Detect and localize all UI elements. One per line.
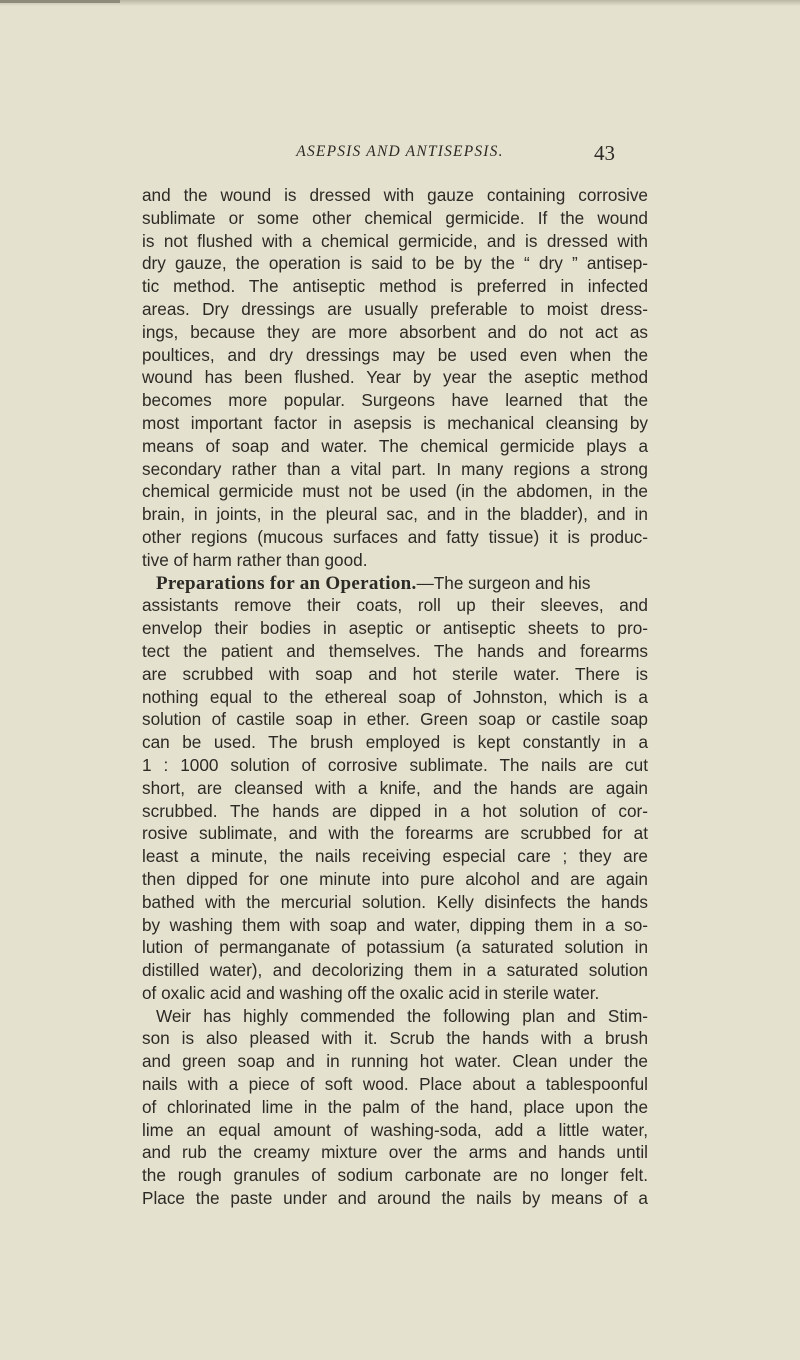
- body-line: is not flushed with a chemical germicide, and is dressed with: [142, 230, 648, 251]
- body-line: solution of castile soap in ether. Green soap or castile soap: [142, 709, 648, 730]
- body-line: by washing them with soap and water, dipping them in a so-: [142, 914, 648, 935]
- body-line: scrubbed. The hands are dipped in a hot solution of cor-: [142, 800, 648, 821]
- body-line: the rough granules of sodium carbonate are no longer felt.: [142, 1165, 648, 1186]
- body-line: poultices, and dry dressings may be used even when the: [142, 344, 648, 365]
- body-line: nails with a piece of soft wood. Place about a tablespoonful: [142, 1074, 648, 1095]
- body-line: brain, in joints, in the pleural sac, and in the bladder), and in: [142, 504, 648, 525]
- body-line: tive of harm rather than good.: [142, 549, 368, 570]
- body-line: short, are cleansed with a knife, and the hands are again: [142, 777, 648, 798]
- body-line: rosive sublimate, and with the forearms are scrubbed for at: [142, 823, 648, 844]
- body-line: envelop their bodies in aseptic or antiseptic sheets to pro-: [142, 618, 648, 639]
- body-line: distilled water), and decolorizing them in a saturated solution: [142, 960, 648, 981]
- body-line: ings, because they are more absorbent and do not act as: [142, 321, 648, 342]
- body-line: of oxalic acid and washing off the oxalic acid in sterile water.: [142, 982, 600, 1003]
- body-line: secondary rather than a vital part. In many regions a strong: [142, 458, 648, 479]
- body-line: dry gauze, the operation is said to be by the “ dry ” antisep-: [142, 253, 648, 274]
- body-line: and the wound is dressed with gauze containing corrosive: [142, 185, 648, 205]
- body-line: lime an equal amount of washing-soda, add a little water,: [142, 1119, 648, 1140]
- body-line: most important factor in asepsis is mechanical cleansing by: [142, 412, 648, 433]
- body-line: bathed with the mercurial solution. Kelly disinfects the hands: [142, 891, 648, 912]
- body-line: tect the patient and themselves. The hands and forearms: [142, 640, 648, 661]
- body-line: areas. Dry dressings are usually preferable to moist dress-: [142, 298, 648, 319]
- body-line: sublimate or some other chemical germicide. If the wound: [142, 207, 648, 228]
- running-head: ASEPSIS AND ANTISEPSIS.: [296, 143, 504, 160]
- body-line: then dipped for one minute into pure alcohol and are again: [142, 868, 648, 889]
- body-line: nothing equal to the ethereal soap of Johnston, which is a: [142, 686, 648, 707]
- body-line: tic method. The antiseptic method is preferred in infected: [142, 276, 648, 297]
- body-line: lution of permanganate of potassium (a saturated solution in: [142, 937, 648, 958]
- body-line: wound has been flushed. Year by year the aseptic method: [142, 367, 648, 388]
- section-heading: Preparations for an Operation.: [156, 572, 417, 594]
- scan-corner-mark: [0, 0, 120, 3]
- paragraph-first-line: Weir has highly commended the following plan and Stim-: [156, 1005, 648, 1026]
- page-number: 43: [594, 141, 615, 165]
- page-body: [142, 184, 648, 1210]
- body-line: and rub the creamy mixture over the arms and hands until: [142, 1142, 648, 1163]
- body-line: 1 : 1000 solution of corrosive sublimate. The nails are cut: [142, 754, 648, 775]
- section-first-line-rest: —The surgeon and his: [416, 572, 591, 593]
- body-line: assistants remove their coats, roll up their sleeves, and: [142, 595, 648, 616]
- body-line: Place the paste under and around the nails by means of a: [142, 1188, 648, 1209]
- body-line: and green soap and in running hot water. Clean under the: [142, 1051, 648, 1072]
- body-line: other regions (mucous surfaces and fatty tissue) it is produc-: [142, 526, 648, 547]
- body-line: are scrubbed with soap and hot sterile water. There is: [142, 663, 648, 684]
- scan-edge: [0, 0, 800, 6]
- body-line: least a minute, the nails receiving especial care ; they are: [142, 846, 648, 867]
- body-line: of chlorinated lime in the palm of the hand, place upon the: [142, 1096, 648, 1117]
- section-first-line: [142, 572, 648, 595]
- body-line: son is also pleased with it. Scrub the hands with a brush: [142, 1028, 648, 1049]
- body-line: chemical germicide must not be used (in the abdomen, in the: [142, 481, 648, 502]
- body-line: means of soap and water. The chemical germicide plays a: [142, 435, 648, 456]
- body-line: becomes more popular. Surgeons have learned that the: [142, 390, 648, 411]
- body-line: can be used. The brush employed is kept constantly in a: [142, 732, 648, 753]
